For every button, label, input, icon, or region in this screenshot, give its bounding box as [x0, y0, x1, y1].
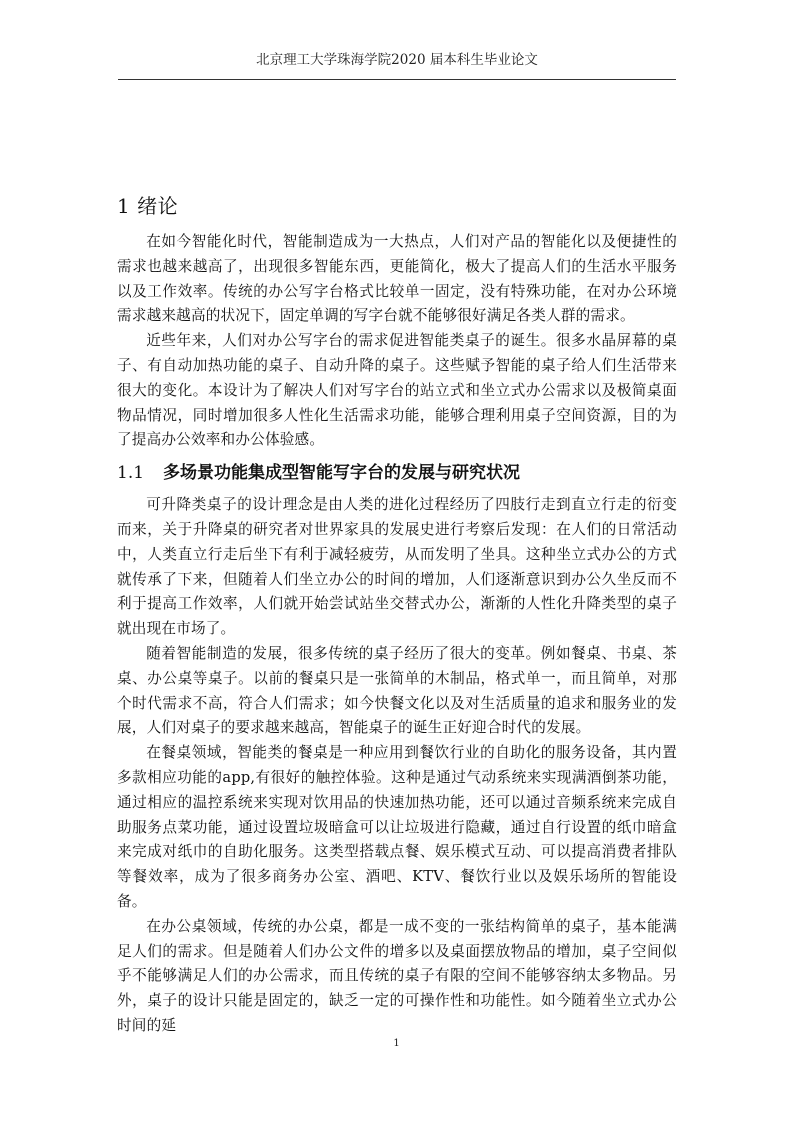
page-body [117, 190, 677, 1039]
section-title: 多场景功能集成型智能写字台的发展与研究状况 [163, 463, 520, 484]
section-number: 1.1 [117, 463, 145, 484]
body-paragraph: 可升降类桌子的设计理念是由人类的进化过程经历了四肢行走到直立行走的衍变而来，关于升降桌的研究者对世界家具的发展史进行考察后发现：在人们的日常活动中，人类直立行走后坐下有利于减轻疲劳，从而发明了坐具。这种坐立式办公的方式就传承了下来，但随着人们坐立办公的时间的增加，人们逐渐意识到办公久坐反而不利于提高工作效率，人们就开始尝试站坐交替式办公，渐渐的人性化升降类型的桌子就出现在市场了。 [117, 496, 677, 638]
header-rule [118, 79, 676, 80]
body-paragraph: 在餐桌领域，智能类的餐桌是一种应用到餐饮行业的自助化的服务设备，其内置多款相应功能的app,有很好的触控体验。这种是通过气动系统来实现满酒倒茶功能，通过相应的温控系统来实现对饮用品的快速加热功能，还可以通过音频系统来完成自助服务点菜功能，通过设置垃圾暗盒可以让垃圾进行隐藏，通过自行设置的纸巾暗盒来完成对纸巾的自助化服务。这类型搭载点餐、娱乐模式互动、可以提高消费者排队等餐效率，成为了很多商务办公室、酒吧、KTV、餐饮行业以及娱乐场所的智能设备。 [117, 744, 677, 910]
body-paragraph: 近些年来，人们对办公写字台的需求促进智能类桌子的诞生。很多水晶屏幕的桌子、有自动加热功能的桌子、自动升降的桌子。这些赋予智能的桌子给人们生活带来很大的变化。本设计为了解决人们对写字台的站立式和坐立式办公需求以及极简桌面物品情况，同时增加很多人性化生活需求功能，能够合理利用桌子空间资源，目的为了提高办公效率和办公体验感。 [117, 332, 677, 449]
section-heading [117, 459, 677, 487]
body-paragraph: 在办公桌领域，传统的办公桌，都是一成不变的一张结构简单的桌子，基本能满足人们的需求。但是随着人们办公文件的增多以及桌面摆放物品的增加，桌子空间似乎不能够满足人们的办公需求，而且传统的桌子有限的空间不能够容纳太多物品。另外，桌子的设计只能是固定的，缺乏一定的可操作性和功能性。如今随着坐立式办公时间的延 [117, 917, 677, 1034]
page-number: 1 [393, 1038, 400, 1049]
body-paragraph: 随着智能制造的发展，很多传统的桌子经历了很大的变革。例如餐桌、书桌、茶桌、办公桌等桌子。以前的餐桌只是一张简单的木制品，格式单一，而且简单，对那个时代需求不高，符合人们需求；如今快餐文化以及对生活质量的追求和服务业的发展，人们对桌子的要求越来越高，智能桌子的诞生正好迎合时代的发展。 [117, 644, 677, 737]
body-paragraph: 在如今智能化时代，智能制造成为一大热点，人们对产品的智能化以及便捷性的需求也越来越高了，出现很多智能东西，更能简化，极大了提高人们的生活水平服务以及工作效率。传统的办公写字台格式比较单一固定，没有特殊功能，在对办公环境需求越来越高的状况下，固定单调的写字台就不能够很好满足各类人群的需求。 [117, 233, 677, 325]
chapter-heading: 1 绪论 [117, 194, 179, 218]
running-header: 北京理工大学珠海学院2020 届本科生毕业论文 [256, 52, 538, 68]
